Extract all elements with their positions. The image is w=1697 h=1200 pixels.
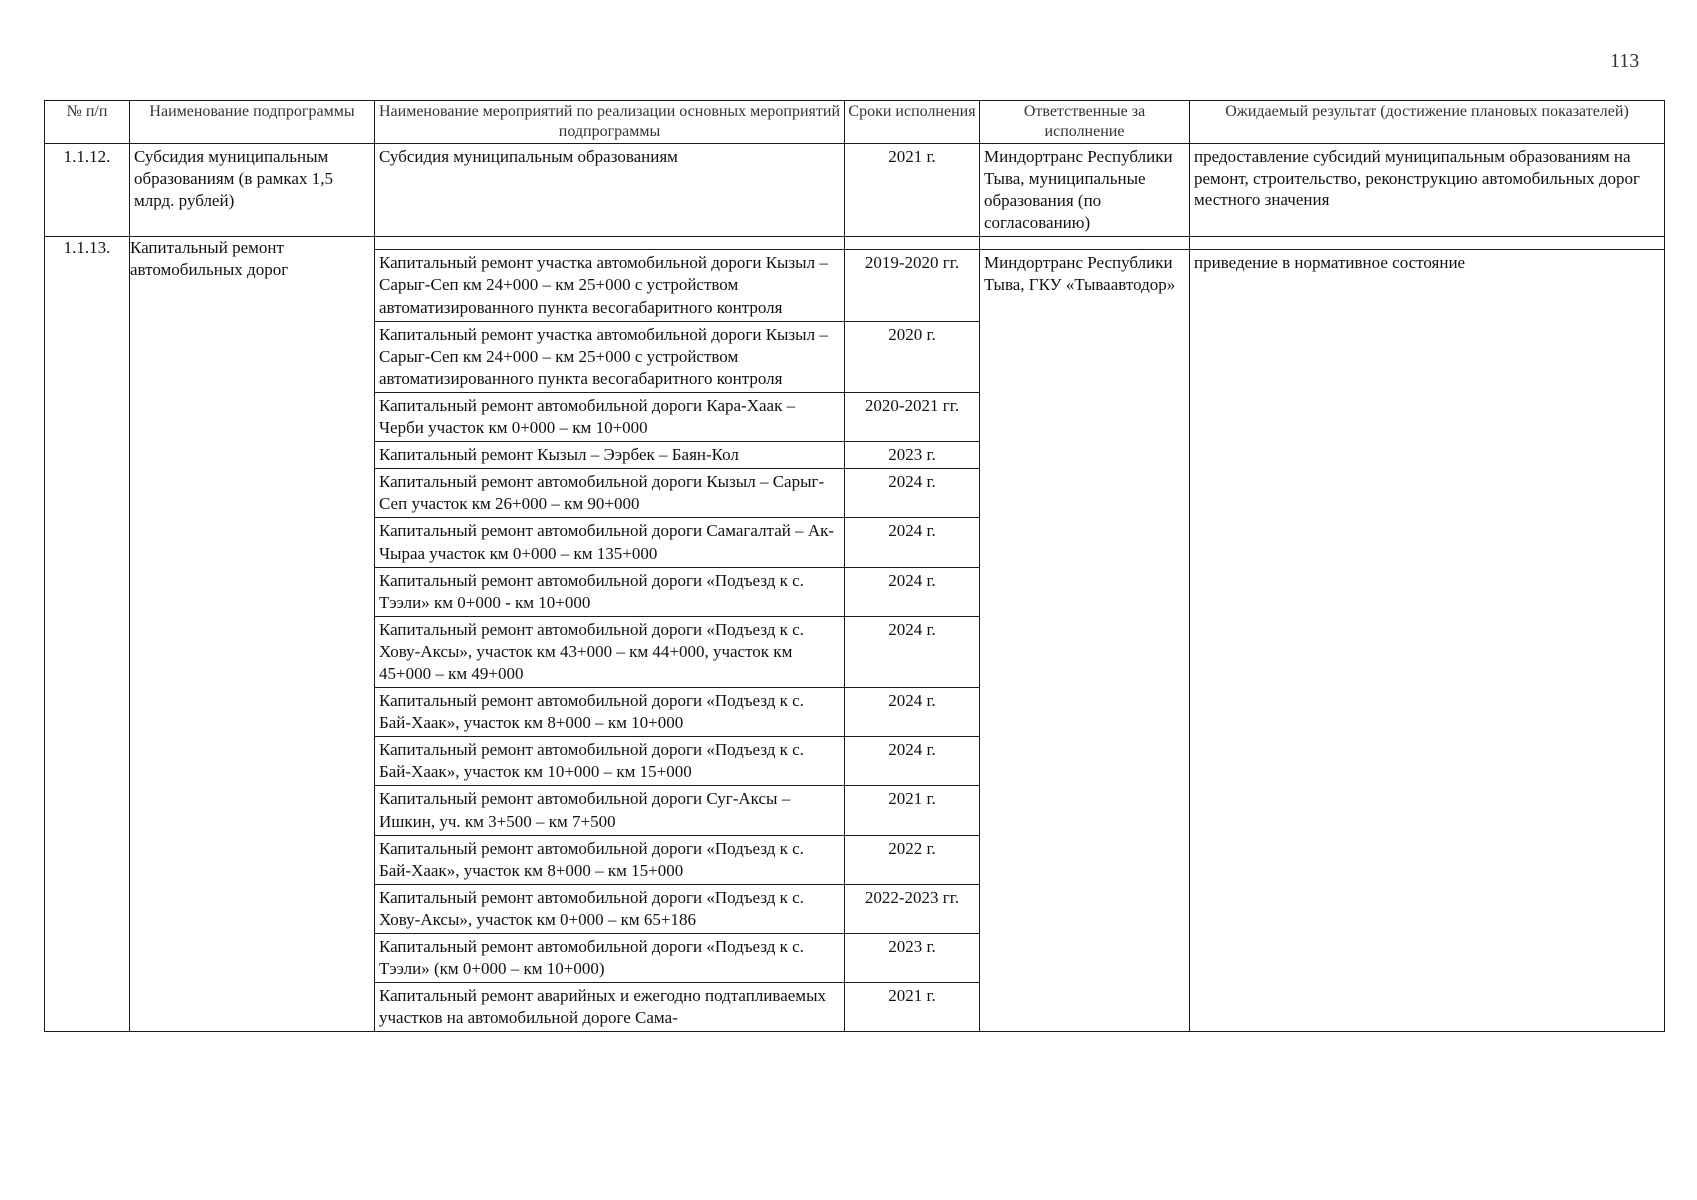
activity-name: Капитальный ремонт участка автомобильной дороги Кызыл – Сарыг-Сеп км 24+000 – км 25+000 с устройством автоматизированного пункта весогабаритного контроля bbox=[375, 250, 845, 321]
subprogram-name: Капитальный ремонт автомобильных дорог bbox=[130, 237, 375, 1032]
execution-term: 2024 г. bbox=[845, 737, 980, 786]
activity-name: Капитальный ремонт автомобильной дороги «Подъезд к с. Бай-Хаак», участок км 8+000 – км 10+000 bbox=[375, 688, 845, 737]
execution-term: 2024 г. bbox=[845, 688, 980, 737]
header-activity: Наименование мероприятий по реализации основных мероприятий подпрограммы bbox=[375, 101, 845, 144]
execution-term: 2024 г. bbox=[845, 616, 980, 687]
expected-result: предоставление субсидий муниципальным образованиям на ремонт, строительство, реконструкцию автомобильных дорог местного значения bbox=[1190, 144, 1665, 237]
activity-name: Капитальный ремонт автомобильной дороги Кара-Хаак – Черби участок км 0+000 – км 10+000 bbox=[375, 392, 845, 441]
activity-name: Субсидия муниципальным образованиям bbox=[375, 144, 845, 237]
spacer-cell bbox=[375, 237, 845, 250]
execution-term: 2021 г. bbox=[845, 983, 980, 1032]
header-num: № п/п bbox=[45, 101, 130, 144]
spacer-cell bbox=[1190, 237, 1665, 250]
activity-name: Капитальный ремонт участка автомобильной дороги Кызыл – Сарыг-Сеп км 24+000 – км 25+000 с устройством автоматизированного пункта весогабаритного контроля bbox=[375, 321, 845, 392]
header-result: Ожидаемый результат (достижение плановых показателей) bbox=[1190, 101, 1665, 144]
header-term: Сроки исполнения bbox=[845, 101, 980, 144]
activity-name: Капитальный ремонт аварийных и ежегодно подтапливаемых участков на автомобильной дороге Сама- bbox=[375, 983, 845, 1032]
execution-term: 2024 г. bbox=[845, 518, 980, 567]
execution-term: 2024 г. bbox=[845, 469, 980, 518]
execution-term: 2024 г. bbox=[845, 567, 980, 616]
subprogram-name: Субсидия муниципальным образованиям (в рамках 1,5 млрд. рублей) bbox=[130, 144, 375, 237]
row-number: 1.1.13. bbox=[45, 237, 130, 1032]
responsible-party: Миндортранс Республики Тыва, муниципальные образования (по согласованию) bbox=[980, 144, 1190, 237]
expected-result: приведение в нормативное состояние bbox=[1190, 250, 1665, 1032]
execution-term: 2020 г. bbox=[845, 321, 980, 392]
activity-name: Капитальный ремонт автомобильной дороги Суг-Аксы – Ишкин, уч. км 3+500 – км 7+500 bbox=[375, 786, 845, 835]
execution-term: 2023 г. bbox=[845, 442, 980, 469]
activity-name: Капитальный ремонт автомобильной дороги «Подъезд к с. Бай-Хаак», участок км 8+000 – км 15+000 bbox=[375, 835, 845, 884]
activity-name: Капитальный ремонт автомобильной дороги Кызыл – Сарыг-Сеп участок км 26+000 – км 90+000 bbox=[375, 469, 845, 518]
execution-term: 2022 г. bbox=[845, 835, 980, 884]
execution-term: 2019-2020 гг. bbox=[845, 250, 980, 321]
execution-term: 2021 г. bbox=[845, 144, 980, 237]
table-row bbox=[45, 144, 1665, 237]
execution-term: 2020-2021 гг. bbox=[845, 392, 980, 441]
header-responsible: Ответственные за исполнение bbox=[980, 101, 1190, 144]
activity-name: Капитальный ремонт Кызыл – Ээрбек – Баян-Кол bbox=[375, 442, 845, 469]
activity-name: Капитальный ремонт автомобильной дороги Самагалтай – Ак-Чыраа участок км 0+000 – км 135+000 bbox=[375, 518, 845, 567]
spacer-cell bbox=[845, 237, 980, 250]
spacer-cell bbox=[980, 237, 1190, 250]
activity-name: Капитальный ремонт автомобильной дороги «Подъезд к с. Тээли» км 0+000 - км 10+000 bbox=[375, 567, 845, 616]
page-number: 113 bbox=[1610, 50, 1640, 72]
header-subprogram: Наименование подпрограммы bbox=[130, 101, 375, 144]
activity-name: Капитальный ремонт автомобильной дороги «Подъезд к с. Хову-Аксы», участок км 43+000 – км 44+000, участок км 45+000 – км 49+000 bbox=[375, 616, 845, 687]
execution-term: 2023 г. bbox=[845, 934, 980, 983]
activity-name: Капитальный ремонт автомобильной дороги «Подъезд к с. Бай-Хаак», участок км 10+000 – км 15+000 bbox=[375, 737, 845, 786]
row-number: 1.1.12. bbox=[45, 144, 130, 237]
activity-name: Капитальный ремонт автомобильной дороги «Подъезд к с. Хову-Аксы», участок км 0+000 – км 65+186 bbox=[375, 884, 845, 933]
program-table bbox=[44, 100, 1665, 1032]
table-spacer-row bbox=[45, 237, 1665, 250]
responsible-party: Миндортранс Республики Тыва, ГКУ «Тываавтодор» bbox=[980, 250, 1190, 1032]
execution-term: 2022-2023 гг. bbox=[845, 884, 980, 933]
execution-term: 2021 г. bbox=[845, 786, 980, 835]
table-header-row bbox=[45, 101, 1665, 144]
activity-name: Капитальный ремонт автомобильной дороги «Подъезд к с. Тээли» (км 0+000 – км 10+000) bbox=[375, 934, 845, 983]
